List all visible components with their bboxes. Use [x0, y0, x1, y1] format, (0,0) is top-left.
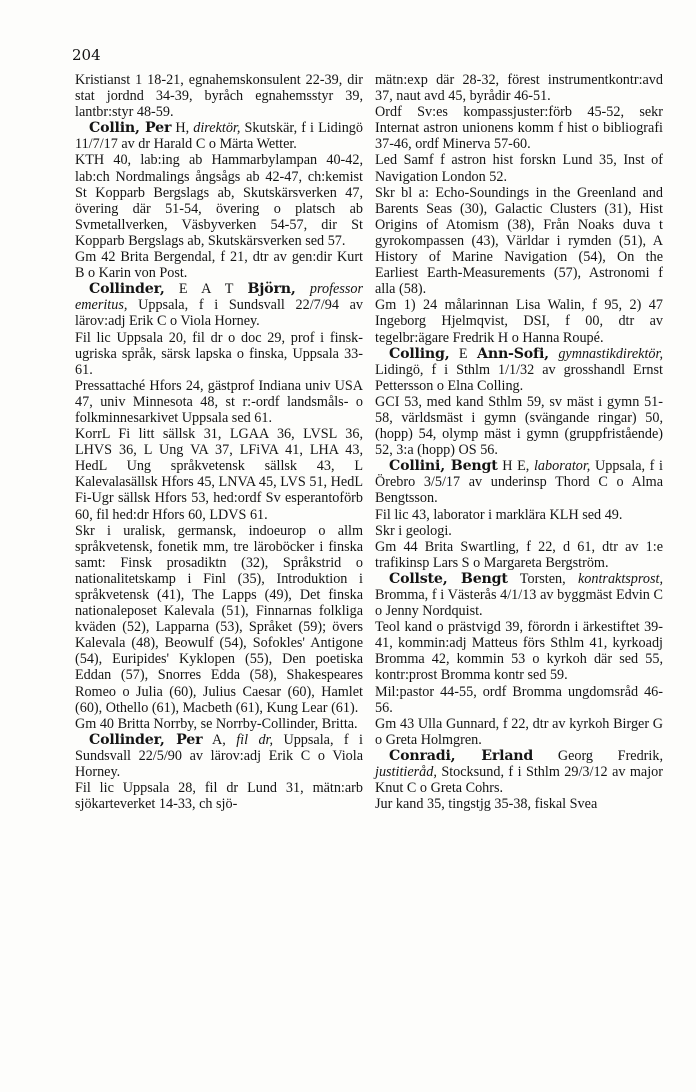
entry-paragraph: Fil lic Uppsala 20, fil dr o doc 29, prof i finsk-ugriska språk, särsk lapska o finska, Uppsala 33-61. — [75, 329, 363, 378]
entry-given-names: E — [449, 345, 478, 362]
entry-title: fil dr, — [236, 731, 274, 748]
entry-paragraph: Gm 40 Britta Norrby, se Norrby-Collinder, Britta. — [75, 715, 358, 732]
entry-name: Collini, Bengt — [389, 458, 498, 475]
entry-given-names: H E, — [497, 458, 534, 475]
entry-title: direktör, — [193, 120, 241, 137]
biography-entry — [375, 458, 663, 506]
entry-paragraph: mätn:exp där 28-32, förest instrumentkontr:avd 37, naut avd 45, byrådir 46-51. — [375, 72, 663, 105]
entry-birth-info: Uppsala, f i Örebro 3/5/17 av underinsp Thord C o Alma Bengtsson. — [375, 458, 663, 507]
entry-name: Collinder, — [89, 281, 165, 298]
entry-paragraph: Fil lic Uppsala 28, fil dr Lund 31, mätn:arb sjökarteverket 14-33, ch sjö- — [75, 780, 363, 813]
entry-paragraph: Gm 42 Brita Bergendal, f 21, dtr av gen:dir Kurt B o Karin von Post. — [75, 249, 363, 282]
entry-name: Collste, Bengt — [389, 570, 508, 587]
biography-entry — [375, 346, 663, 394]
entry-name: Conradi, Erland — [389, 747, 534, 764]
entry-paragraph: Gm 44 Brita Swartling, f 22, d 61, dtr av 1:e trafikinsp Lars S o Margareta Bergström. — [375, 538, 663, 571]
entry-title: kontraktsprost, — [578, 570, 663, 587]
biography-entry — [75, 281, 363, 329]
right-column — [375, 72, 663, 812]
entry-birth-info: Stocksund, f i Sthlm 29/3/12 av major Knut C o Greta Cohrs. — [375, 764, 663, 797]
entry-paragraph: Gm 1) 24 målarinnan Lisa Walin, f 95, 2) 47 Ingeborg Hjelmqvist, DSI, f 00, dtr av tegelbr:ägare Fredrik H o Hanna Roupé. — [375, 297, 663, 346]
entry-paragraph: Ordf Sv:es kompassjuster:förb 45-52, sekr Internat astron unionens komm f hist o bibliografi 37-46, ordf Minerva 57-60. — [375, 104, 663, 153]
entry-birth-info: Skutskär, f i Lidingö 11/7/17 av dr Harald C o Märta Wetter. — [75, 120, 363, 153]
entry-given-names: H, — [171, 120, 194, 137]
biography-entry — [375, 571, 663, 619]
entry-title: gymnastikdirektör, — [548, 345, 663, 362]
entry-paragraph: Pressattaché Hfors 24, gästprof Indiana univ USA 47, univ Minnesota 48, st r:-ordf landsmåls- o folkminnesarkivet Uppsala sed 61. — [75, 377, 363, 426]
entry-given-names: Torsten, — [507, 570, 578, 587]
entry-call-name: Ann-Sofi, — [477, 345, 549, 362]
entry-name: Collinder, Per — [89, 731, 203, 748]
entry-title: laborator, — [533, 458, 591, 475]
entry-birth-info: Bromma, f i Västerås 4/1/13 av byggmäst Edvin C o Jenny Nordquist. — [375, 587, 663, 620]
entry-paragraph: Skr i geologi. — [375, 522, 452, 539]
entry-paragraph: Skr bl a: Echo-Soundings in the Greenland and Barents Seas (30), Galactic Clusters (31), Hist Origins of Atomism (38), Från Noaks duva t gyrokompassen (43), Världar i rymden (51), A History of Marine Navigation (54), On the Earliest Earth-Measurements (57), Astronomi f alla (58). — [375, 184, 663, 298]
entry-paragraph: Teol kand o prästvigd 39, förordn i ärkestiftet 39-41, kommin:adj Matteus förs Sthlm 41, kyrkoadj Bromma 42, kommin 53 o kyrkoh där sed 55, kontr:prost Bromma kontr sed 59. — [375, 619, 663, 684]
entry-paragraph: Fil lic 43, laborator i marklära KLH sed 49. — [375, 506, 623, 523]
entry-paragraph: Kristianst 1 18-21, egnahemskonsulent 22-39, dir stat jordnd 34-39, byråch egnahemsstyr 39, lantbr:styr 48-59. — [75, 72, 363, 121]
entry-paragraph: KTH 40, lab:ing ab Hammarbylampan 40-42, lab:ch Nordmalings ångsågs ab 42-47, ch:kemist St Kopparb Bergslags ab, Skutskärsverken 47, övering där 51-54, övering o platsch ab Svmetallverken, Väsbyverken 54-57, dir St Kopparb Bergslags ab, Skutskärsverken sed 57. — [75, 152, 363, 249]
biography-entry — [75, 120, 363, 152]
entry-paragraph: GCI 53, med kand Sthlm 59, sv mäst i gymn 51-58, världsmäst i gymn (svängande ringar) 50, (hopp) 54, olymp mäst i gymn (gruppfristående) 52, 3:a (hopp) OS 56. — [375, 393, 663, 459]
entry-name: Colling, — [389, 345, 450, 362]
entry-paragraph: Led Samf f astron hist forskn Lund 35, Inst of Navigation London 52. — [375, 152, 663, 185]
entry-paragraph: Jur kand 35, tingstjg 35-38, fiskal Svea — [375, 796, 598, 813]
entry-birth-info: Uppsala, f i Sundsvall 22/5/90 av lärov:adj Erik C o Viola Horney. — [75, 731, 363, 781]
entry-birth-info: Uppsala, f i Sundsvall 22/7/94 av lärov:adj Erik C o Viola Horney. — [75, 297, 363, 330]
entry-title: professor emeritus, — [75, 281, 363, 314]
entry-given-names: A, — [202, 731, 237, 748]
entry-paragraph: KorrL Fi litt sällsk 31, LGAA 36, LVSL 36, LHVS 36, L Ung VA 37, LFiVA 41, LHA 43, HedL Ung språkvetensk sällsk 43, L Kalevalasällsk Hfors 45, LNVA 45, LVS 51, HedL Fi-Ugr sällsk Hfors 53, hed:ordf Sv esperantoförb 60, fil hed:dr Hfors 60, LDVS 61. — [75, 426, 363, 523]
entry-name: Collin, Per — [89, 120, 172, 137]
page-number: 204 — [72, 46, 101, 64]
entry-paragraph: Skr i uralisk, germansk, indoeurop o allm språkvetensk, fonetik mm, tre läroböcker i finska samt: Finsk prosadiktn (32), Språkstrid o nationalitetskamp i Finl (35), Introduktion i språkvetensk (41), The Lapps (49), Det finska nationaleposet Kalevala (51), Finnarnas folkliga kväden (52), Lapparna (53), Språket (59); övers Kalevala (48), Beowulf (54), Sofokles' Antigone (54), Euripides' Kyklopen (55), Den poetiska Eddan (57), Snorres Edda (58), Shakespeares Romeo o Julia (60), Julius Caesar (60), Hamlet (60), Othello (61), Macbeth (61), Kung Lear (61). — [75, 522, 363, 716]
biography-entry — [75, 732, 363, 780]
biography-entry — [375, 748, 663, 796]
entry-paragraph: Mil:pastor 44-55, ordf Bromma ungdomsråd 46-56. — [375, 683, 663, 716]
entry-title: justitieråd, — [375, 764, 437, 781]
entry-birth-info: Lidingö, f i Sthlm 1/1/32 av grosshandl Ernst Pettersson o Elna Colling. — [375, 361, 663, 394]
entry-call-name: Björn, — [247, 281, 296, 298]
entry-paragraph: Gm 43 Ulla Gunnard, f 22, dtr av kyrkoh Birger G o Greta Holmgren. — [375, 715, 663, 748]
entry-given-names: E A T — [164, 281, 248, 298]
left-column — [75, 72, 363, 812]
entry-given-names: Georg Fredrik, — [533, 747, 663, 764]
